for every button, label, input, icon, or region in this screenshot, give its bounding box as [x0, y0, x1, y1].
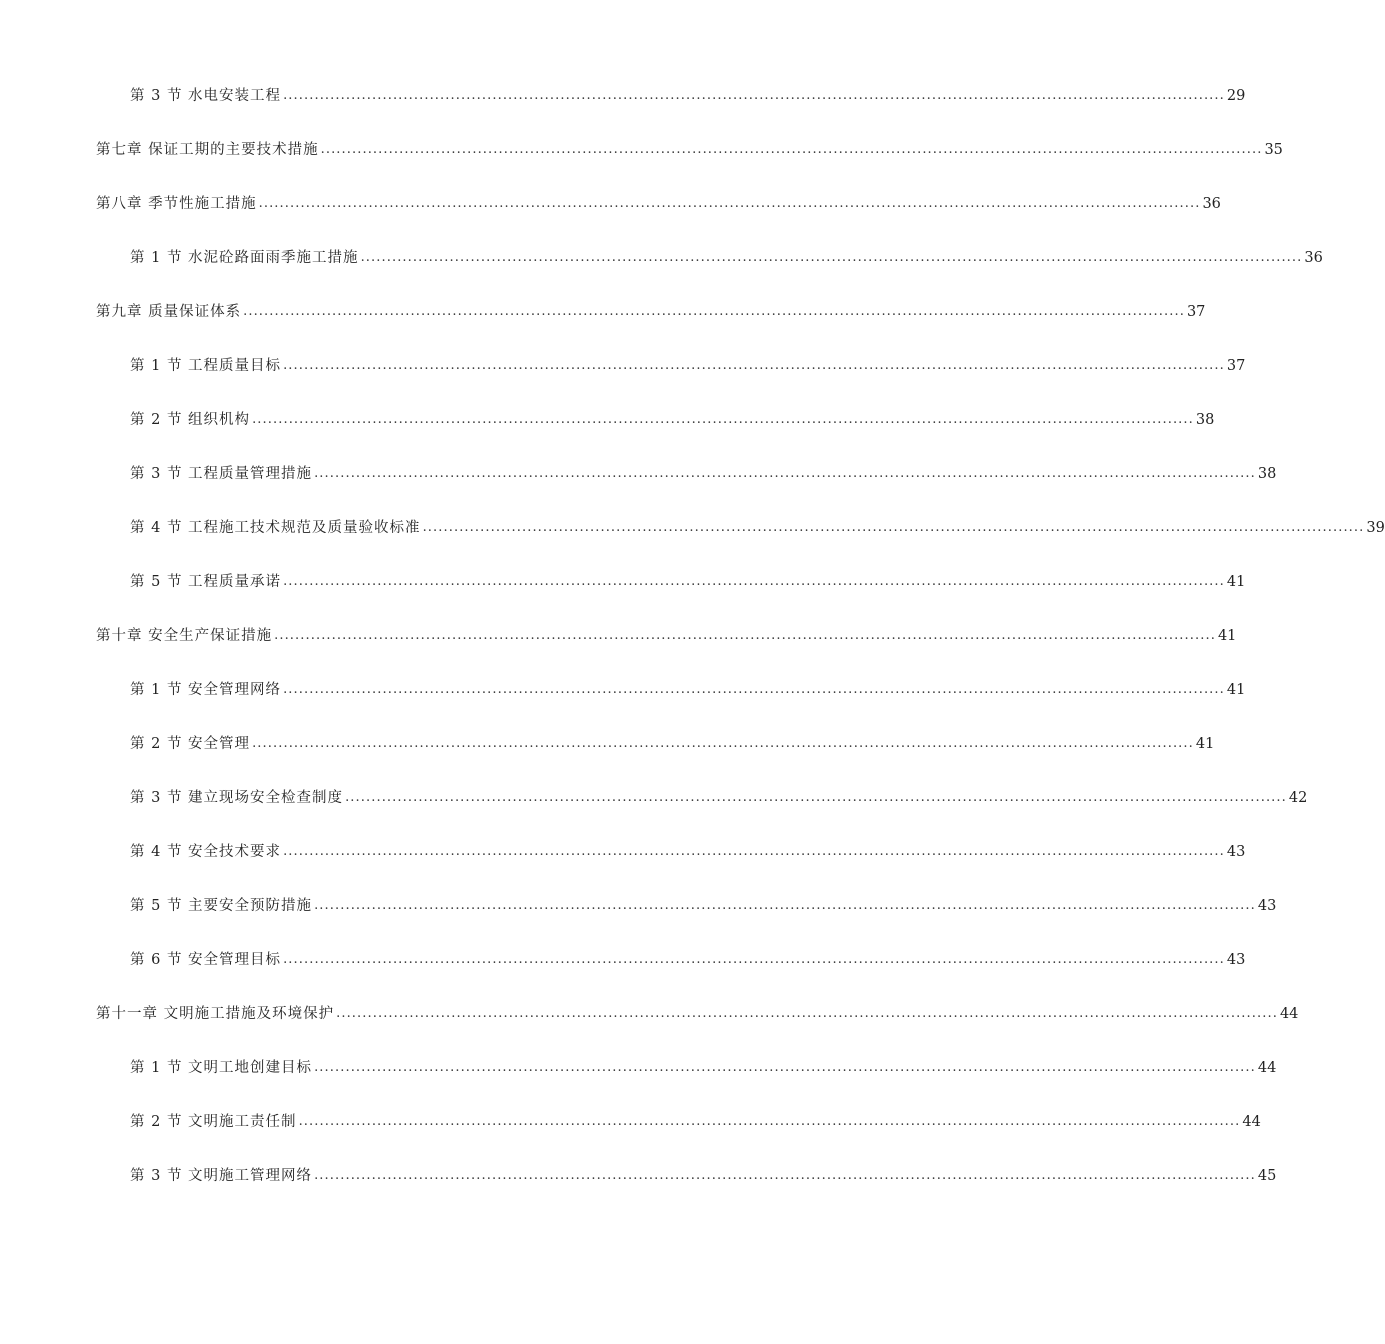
toc-entry-label: 第 2 节 组织机构 — [130, 412, 251, 428]
toc-entry-label: 第 4 节 安全技术要求 — [130, 844, 282, 860]
toc-page-number: 35 — [1264, 142, 1283, 158]
toc-page-number: 44 — [1279, 1006, 1299, 1022]
toc-entry-label: 第七章 保证工期的主要技术措施 — [96, 142, 319, 158]
toc-entry-label: 第十章 安全生产保证措施 — [96, 628, 273, 644]
toc-page-number: 39 — [1366, 520, 1385, 536]
toc-page-number: 38 — [1195, 412, 1215, 428]
toc-entry-label: 第十一章 文明施工措施及环境保护 — [96, 1006, 335, 1022]
toc-page-number: 41 — [1195, 736, 1215, 752]
toc-page-number: 42 — [1288, 790, 1308, 806]
toc-entry-chapter-8-section-1[interactable] — [130, 244, 1323, 268]
toc-entry-chapter-11[interactable] — [96, 1000, 1299, 1024]
toc-page-number: 37 — [1186, 304, 1206, 320]
toc-page-number: 37 — [1226, 358, 1246, 374]
toc-page-number: 43 — [1226, 952, 1246, 968]
toc-entry-label: 第 1 节 水泥砼路面雨季施工措施 — [130, 250, 359, 266]
toc-entry-label: 第 2 节 文明施工责任制 — [130, 1114, 297, 1130]
toc-entry-chapter-10-section-2[interactable] — [130, 730, 1215, 754]
toc-page-number: 38 — [1257, 466, 1277, 482]
toc-dot-leader: .................................................................................................................................................................................... — [320, 142, 1263, 157]
toc-dot-leader: .................................................................................................................................................................................... — [314, 1168, 1256, 1183]
toc-entry-chapter-10-section-6[interactable] — [130, 946, 1246, 970]
toc-dot-leader: .................................................................................................................................................................................... — [274, 628, 1216, 643]
toc-dot-leader: .................................................................................................................................................................................... — [298, 1114, 1241, 1129]
toc-entry-label: 第九章 质量保证体系 — [96, 304, 242, 320]
toc-entry-chapter-9[interactable] — [96, 298, 1206, 322]
toc-dot-leader: .................................................................................................................................................................................... — [314, 1060, 1256, 1075]
toc-entry-chapter-11-section-1[interactable] — [130, 1054, 1277, 1078]
toc-page-number: 41 — [1226, 574, 1246, 590]
toc-page-number: 41 — [1226, 682, 1246, 698]
toc-dot-leader: .................................................................................................................................................................................... — [345, 790, 1287, 805]
toc-entry-chapter-11-section-2[interactable] — [130, 1108, 1261, 1132]
toc-page-number: 36 — [1202, 196, 1221, 212]
toc-page-number: 36 — [1304, 250, 1323, 266]
toc-entry-label: 第 3 节 水电安装工程 — [130, 88, 282, 104]
toc-entry-chapter-9-section-3[interactable] — [130, 460, 1277, 484]
toc-dot-leader: .................................................................................................................................................................................... — [422, 520, 1365, 535]
toc-page-number: 45 — [1257, 1168, 1277, 1184]
toc-entry-label: 第八章 季节性施工措施 — [96, 196, 257, 212]
toc-dot-leader: .................................................................................................................................................................................... — [283, 952, 1225, 967]
toc-dot-leader: .................................................................................................................................................................................... — [283, 844, 1225, 859]
toc-entry-chapter-10-section-3[interactable] — [130, 784, 1308, 808]
toc-entry-label: 第 5 节 主要安全预防措施 — [130, 898, 313, 914]
toc-entry-chapter-10-section-1[interactable] — [130, 676, 1246, 700]
toc-page-number: 44 — [1257, 1060, 1277, 1076]
toc-dot-leader: .................................................................................................................................................................................... — [283, 574, 1225, 589]
toc-dot-leader: .................................................................................................................................................................................... — [252, 736, 1194, 751]
toc-entry-chapter-10[interactable] — [96, 622, 1237, 646]
toc-dot-leader: .................................................................................................................................................................................... — [336, 1006, 1278, 1021]
toc-entry-label: 第 1 节 文明工地创建目标 — [130, 1060, 313, 1076]
toc-dot-leader: .................................................................................................................................................................................... — [252, 412, 1194, 427]
toc-entry-chapter-10-section-4[interactable] — [130, 838, 1246, 862]
toc-page-number: 29 — [1226, 88, 1246, 104]
toc-dot-leader: .................................................................................................................................................................................... — [243, 304, 1185, 319]
toc-dot-leader: .................................................................................................................................................................................... — [283, 358, 1225, 373]
toc-page-number: 43 — [1226, 844, 1246, 860]
toc-page-number: 44 — [1242, 1114, 1261, 1130]
toc-entry-label: 第 3 节 建立现场安全检查制度 — [130, 790, 344, 806]
toc-entry-label: 第 3 节 工程质量管理措施 — [130, 466, 313, 482]
toc-entry-label: 第 1 节 安全管理网络 — [130, 682, 282, 698]
toc-entry-label: 第 5 节 工程质量承诺 — [130, 574, 282, 590]
toc-entry-chapter-9-section-5[interactable] — [130, 568, 1246, 592]
toc-entry-chapter-11-section-3[interactable] — [130, 1162, 1277, 1186]
toc-dot-leader: .................................................................................................................................................................................... — [283, 682, 1225, 697]
toc-entry-label: 第 3 节 文明施工管理网络 — [130, 1168, 313, 1184]
toc-entry-chapter-9-section-1[interactable] — [130, 352, 1246, 376]
toc-entry-chapter-7[interactable] — [96, 136, 1283, 160]
toc-dot-leader: .................................................................................................................................................................................... — [360, 250, 1303, 265]
toc-dot-leader: .................................................................................................................................................................................... — [283, 88, 1225, 103]
toc-entry-chapter-9-section-4[interactable] — [130, 514, 1385, 538]
toc-page-number: 43 — [1257, 898, 1277, 914]
toc-entry-chapter-10-section-5[interactable] — [130, 892, 1277, 916]
toc-dot-leader: .................................................................................................................................................................................... — [314, 898, 1256, 913]
toc-entry-chapter-8[interactable] — [96, 190, 1221, 214]
toc-entry-label: 第 4 节 工程施工技术规范及质量验收标准 — [130, 520, 421, 536]
toc-dot-leader: .................................................................................................................................................................................... — [314, 466, 1256, 481]
toc-dot-leader: .................................................................................................................................................................................... — [258, 196, 1201, 211]
toc-entry-label: 第 6 节 安全管理目标 — [130, 952, 282, 968]
toc-entry-label: 第 2 节 安全管理 — [130, 736, 251, 752]
toc-entry-label: 第 1 节 工程质量目标 — [130, 358, 282, 374]
toc-entry-chapter-9-section-2[interactable] — [130, 406, 1215, 430]
toc-page-number: 41 — [1217, 628, 1237, 644]
toc-entry-section-3-plumbing-electrical[interactable] — [130, 82, 1246, 106]
